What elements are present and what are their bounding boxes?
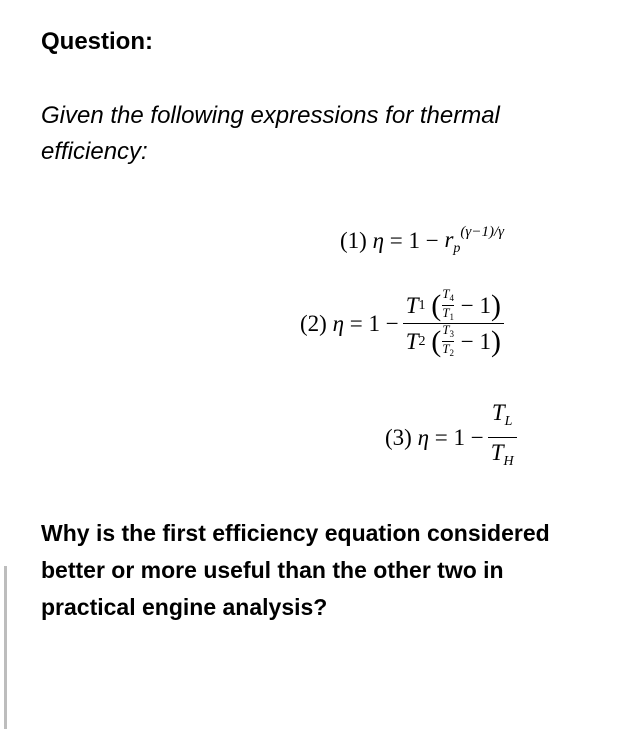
equation-2 [300, 288, 504, 359]
eq1-power [444, 224, 504, 257]
eq3-label: (3) [385, 424, 412, 450]
eq2-minus: − [385, 310, 399, 336]
eq2-num-inner-bot-sub: 1 [449, 312, 454, 322]
eq3-fraction [488, 398, 517, 477]
eq2-den-inner-top-sub: 3 [449, 329, 454, 339]
eq3-den-sub: H [503, 454, 514, 469]
left-border-rule [4, 566, 7, 729]
eq2-den-inner-bot: T [442, 341, 450, 356]
eq2-den-inner-bot-sub: 2 [449, 348, 454, 358]
eq3-numerator [489, 398, 516, 437]
eq2-equals: = [349, 310, 363, 336]
eq2-num-inner-fraction [442, 288, 454, 323]
eq2-num-t-sub: 1 [418, 297, 426, 313]
eq2-den-inner-top: T [442, 322, 450, 337]
eq1-base: r [444, 227, 454, 252]
eq1-equals: = [389, 227, 403, 253]
eq1-base-sub: p [453, 241, 461, 256]
eq1-label: (1) [340, 227, 367, 253]
eq2-num-open-paren: ( [431, 288, 442, 322]
eq2-label: (2) [300, 310, 327, 336]
eq1-minus: − [425, 227, 439, 253]
eq1-eta: η [372, 227, 384, 253]
eq3-minus: − [470, 424, 484, 450]
eq3-eta: η [417, 424, 429, 450]
eq2-num-inner-top-sub: 4 [449, 293, 454, 303]
eq1-one: 1 [408, 227, 420, 253]
eq3-denominator [488, 438, 517, 477]
eq2-den-t: T [405, 328, 419, 354]
eq2-den-inner-fraction [442, 324, 454, 359]
equation-3 [385, 398, 517, 477]
eq3-den-t: T [490, 440, 504, 465]
question-heading: Question: [41, 28, 153, 55]
eq2-num-inner-bot: T [442, 305, 450, 320]
eq3-num-t: T [491, 400, 505, 425]
eq2-num-inner-top: T [442, 286, 450, 301]
eq2-num-minus-one: − 1 [460, 292, 491, 318]
eq2-den-t-sub: 2 [418, 333, 426, 349]
eq2-eta: η [332, 310, 344, 336]
eq1-exponent: (γ−1)/γ [460, 224, 505, 240]
equation-1 [340, 224, 504, 257]
eq3-one: 1 [453, 424, 465, 450]
eq2-den-minus-one: − 1 [460, 328, 491, 354]
eq2-numerator [403, 288, 504, 323]
eq3-equals: = [434, 424, 448, 450]
intro-text: Given the following expressions for thermal efficiency: [41, 102, 500, 165]
question-text: Why is the first efficiency equation considered better or more useful than the other two in practical engine analysis? [41, 520, 550, 620]
eq2-one: 1 [368, 310, 380, 336]
eq2-den-open-paren: ( [431, 324, 442, 358]
eq2-num-close-paren: ) [490, 288, 501, 322]
eq2-denominator [403, 324, 504, 359]
eq2-den-close-paren: ) [490, 324, 501, 358]
eq3-num-sub: L [504, 414, 513, 429]
eq2-fraction [403, 288, 504, 359]
eq2-num-t: T [405, 292, 419, 318]
